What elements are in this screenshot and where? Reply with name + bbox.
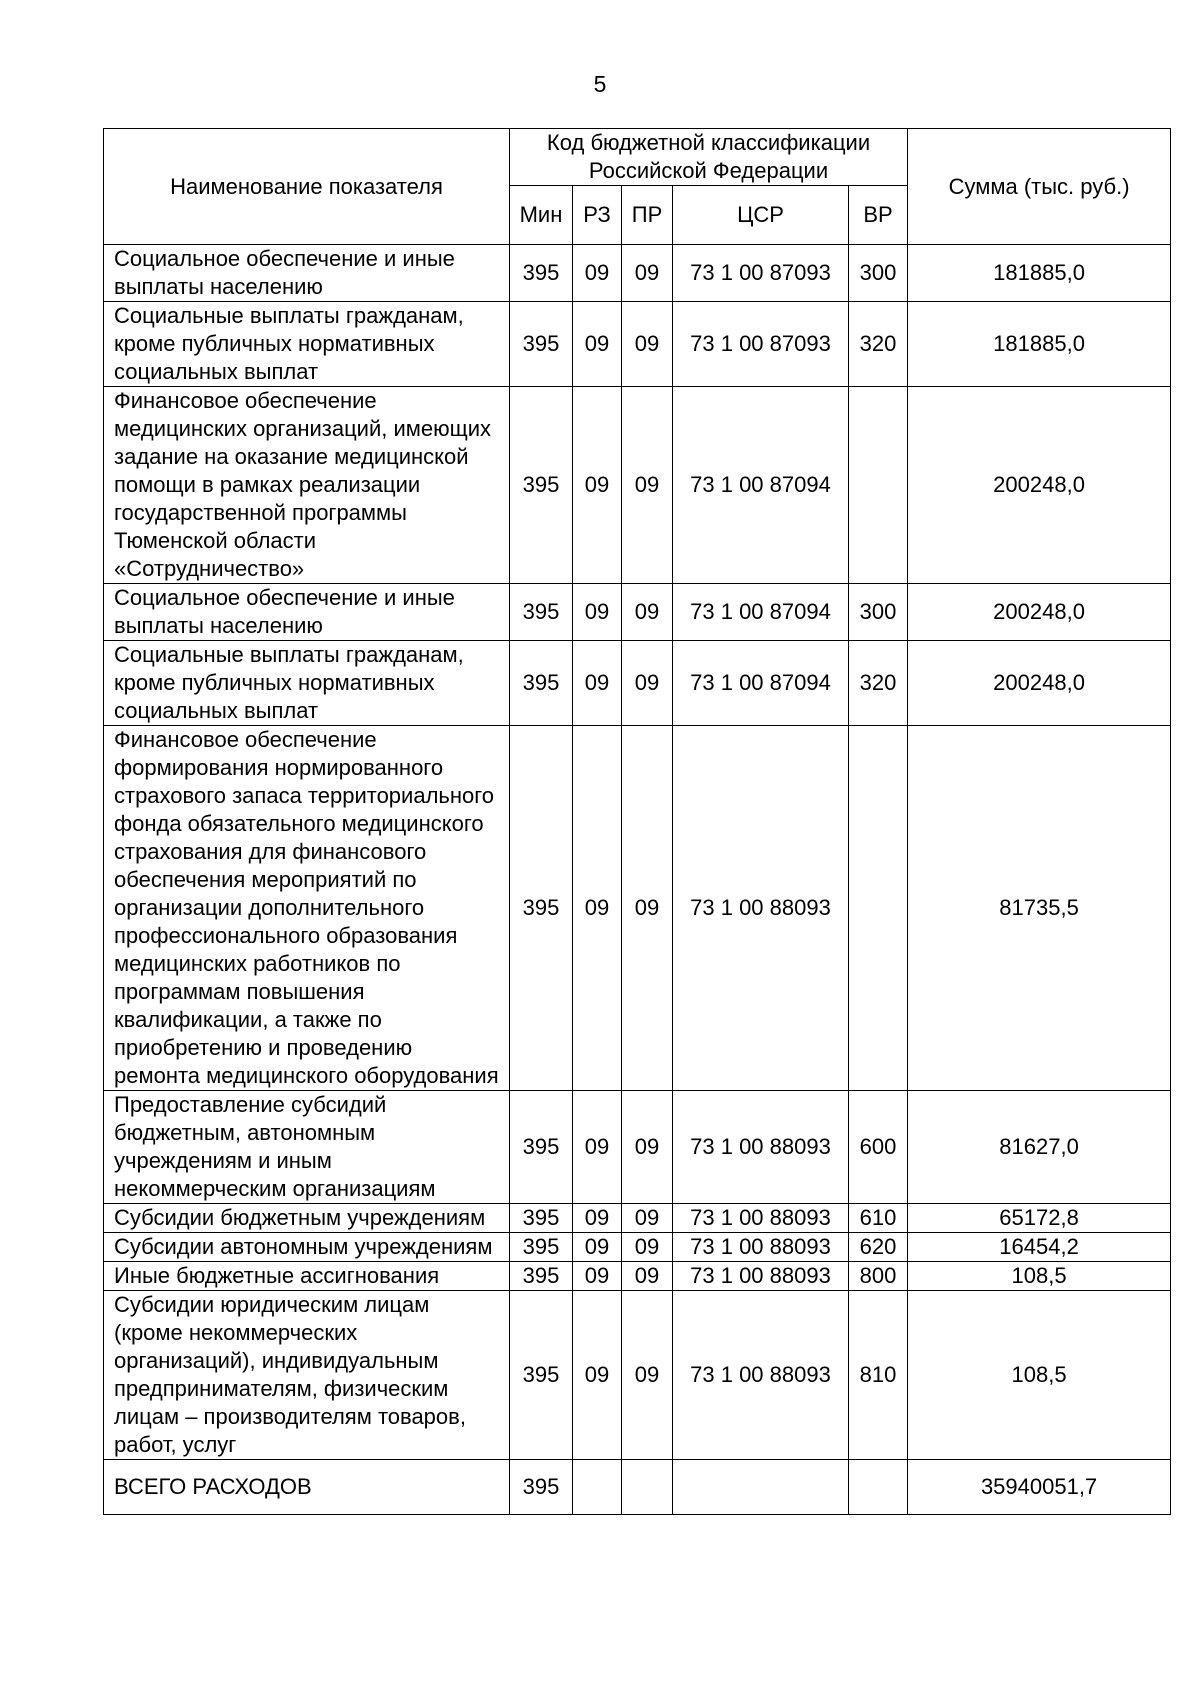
header-code-group: Код бюджетной классификации Российской Федерации — [510, 129, 908, 186]
table-row — [104, 1262, 1171, 1291]
row-min: 395 — [510, 302, 573, 387]
row-vr: 600 — [849, 1091, 908, 1204]
row-sum: 200248,0 — [908, 584, 1171, 641]
table-row — [104, 1204, 1171, 1233]
row-name: Финансовое обеспечение формирования нормированного страхового запаса территориального фонда обязательного медицинского страхования для финансового обеспечения мероприятий по организации дополнительного профессионального образования медицинских работников по программам повышения квалификации, а также по приобретению и проведению ремонта медицинского оборудования — [104, 726, 510, 1091]
header-name: Наименование показателя — [104, 129, 510, 245]
row-vr — [849, 726, 908, 1091]
row-pr: 09 — [622, 641, 673, 726]
row-csr: 73 1 00 88093 — [673, 1262, 849, 1291]
table-row — [104, 302, 1171, 387]
row-rz: 09 — [573, 302, 622, 387]
row-pr: 09 — [622, 1262, 673, 1291]
row-name: Социальное обеспечение и иные выплаты населению — [104, 584, 510, 641]
row-sum: 16454,2 — [908, 1233, 1171, 1262]
table-row — [104, 726, 1171, 1091]
row-csr: 73 1 00 88093 — [673, 726, 849, 1091]
row-pr: 09 — [622, 302, 673, 387]
table-row — [104, 1291, 1171, 1460]
total-vr — [849, 1460, 908, 1515]
row-pr: 09 — [622, 1091, 673, 1204]
row-rz: 09 — [573, 584, 622, 641]
row-csr: 73 1 00 88093 — [673, 1291, 849, 1460]
row-pr: 09 — [622, 245, 673, 302]
row-csr: 73 1 00 88093 — [673, 1233, 849, 1262]
row-vr: 620 — [849, 1233, 908, 1262]
row-name: Субсидии автономным учреждениям — [104, 1233, 510, 1262]
row-csr: 73 1 00 87093 — [673, 302, 849, 387]
header-pr: ПР — [622, 186, 673, 245]
row-csr: 73 1 00 87093 — [673, 245, 849, 302]
header-vr: ВР — [849, 186, 908, 245]
row-name: Социальные выплаты гражданам, кроме публичных нормативных социальных выплат — [104, 641, 510, 726]
total-row — [104, 1460, 1171, 1515]
header-sum: Сумма (тыс. руб.) — [908, 129, 1171, 245]
header-csr: ЦСР — [673, 186, 849, 245]
row-pr: 09 — [622, 1291, 673, 1460]
total-min: 395 — [510, 1460, 573, 1515]
total-sum: 35940051,7 — [908, 1460, 1171, 1515]
row-pr: 09 — [622, 387, 673, 584]
row-pr: 09 — [622, 584, 673, 641]
row-rz: 09 — [573, 1291, 622, 1460]
row-name: Иные бюджетные ассигнования — [104, 1262, 510, 1291]
row-rz: 09 — [573, 726, 622, 1091]
row-vr: 810 — [849, 1291, 908, 1460]
row-pr: 09 — [622, 1233, 673, 1262]
row-vr: 300 — [849, 584, 908, 641]
table-row — [104, 584, 1171, 641]
row-rz: 09 — [573, 245, 622, 302]
header-row-top — [104, 129, 1171, 186]
row-vr: 800 — [849, 1262, 908, 1291]
table-row — [104, 641, 1171, 726]
row-rz: 09 — [573, 1204, 622, 1233]
total-name: ВСЕГО РАСХОДОВ — [104, 1460, 510, 1515]
row-csr: 73 1 00 87094 — [673, 584, 849, 641]
row-name: Социальное обеспечение и иные выплаты населению — [104, 245, 510, 302]
header-min: Мин — [510, 186, 573, 245]
row-name: Социальные выплаты гражданам, кроме публичных нормативных социальных выплат — [104, 302, 510, 387]
row-csr: 73 1 00 87094 — [673, 387, 849, 584]
row-sum: 81735,5 — [908, 726, 1171, 1091]
row-min: 395 — [510, 641, 573, 726]
row-min: 395 — [510, 1262, 573, 1291]
row-rz: 09 — [573, 1091, 622, 1204]
row-rz: 09 — [573, 641, 622, 726]
row-sum: 200248,0 — [908, 387, 1171, 584]
total-rz — [573, 1460, 622, 1515]
page-number: 5 — [593, 71, 607, 97]
row-name: Предоставление субсидий бюджетным, автономным учреждениям и иным некоммерческим организациям — [104, 1091, 510, 1204]
table-row — [104, 1091, 1171, 1204]
row-min: 395 — [510, 1233, 573, 1262]
budget-table — [103, 128, 1171, 1515]
row-csr: 73 1 00 88093 — [673, 1091, 849, 1204]
row-name: Субсидии бюджетным учреждениям — [104, 1204, 510, 1233]
row-min: 395 — [510, 1204, 573, 1233]
row-min: 395 — [510, 726, 573, 1091]
row-rz: 09 — [573, 1262, 622, 1291]
total-csr — [673, 1460, 849, 1515]
row-csr: 73 1 00 87094 — [673, 641, 849, 726]
row-pr: 09 — [622, 726, 673, 1091]
row-min: 395 — [510, 387, 573, 584]
row-name: Финансовое обеспечение медицинских организаций, имеющих задание на оказание медицинской помощи в рамках реализации государственной программы Тюменской области «Сотрудничество» — [104, 387, 510, 584]
table-row — [104, 245, 1171, 302]
header-rz: РЗ — [573, 186, 622, 245]
row-vr: 320 — [849, 641, 908, 726]
row-min: 395 — [510, 584, 573, 641]
row-vr — [849, 387, 908, 584]
table-row — [104, 1233, 1171, 1262]
row-vr: 300 — [849, 245, 908, 302]
row-pr: 09 — [622, 1204, 673, 1233]
row-sum: 181885,0 — [908, 302, 1171, 387]
row-sum: 200248,0 — [908, 641, 1171, 726]
total-pr — [622, 1460, 673, 1515]
row-sum: 108,5 — [908, 1291, 1171, 1460]
table-row — [104, 387, 1171, 584]
row-csr: 73 1 00 88093 — [673, 1204, 849, 1233]
row-rz: 09 — [573, 1233, 622, 1262]
row-sum: 81627,0 — [908, 1091, 1171, 1204]
row-sum: 65172,8 — [908, 1204, 1171, 1233]
row-min: 395 — [510, 1291, 573, 1460]
row-name: Субсидии юридическим лицам (кроме некоммерческих организаций), индивидуальным предпринимателям, физическим лицам – производителям товаров, работ, услуг — [104, 1291, 510, 1460]
row-sum: 181885,0 — [908, 245, 1171, 302]
row-vr: 320 — [849, 302, 908, 387]
row-sum: 108,5 — [908, 1262, 1171, 1291]
row-rz: 09 — [573, 387, 622, 584]
row-min: 395 — [510, 245, 573, 302]
row-min: 395 — [510, 1091, 573, 1204]
row-vr: 610 — [849, 1204, 908, 1233]
